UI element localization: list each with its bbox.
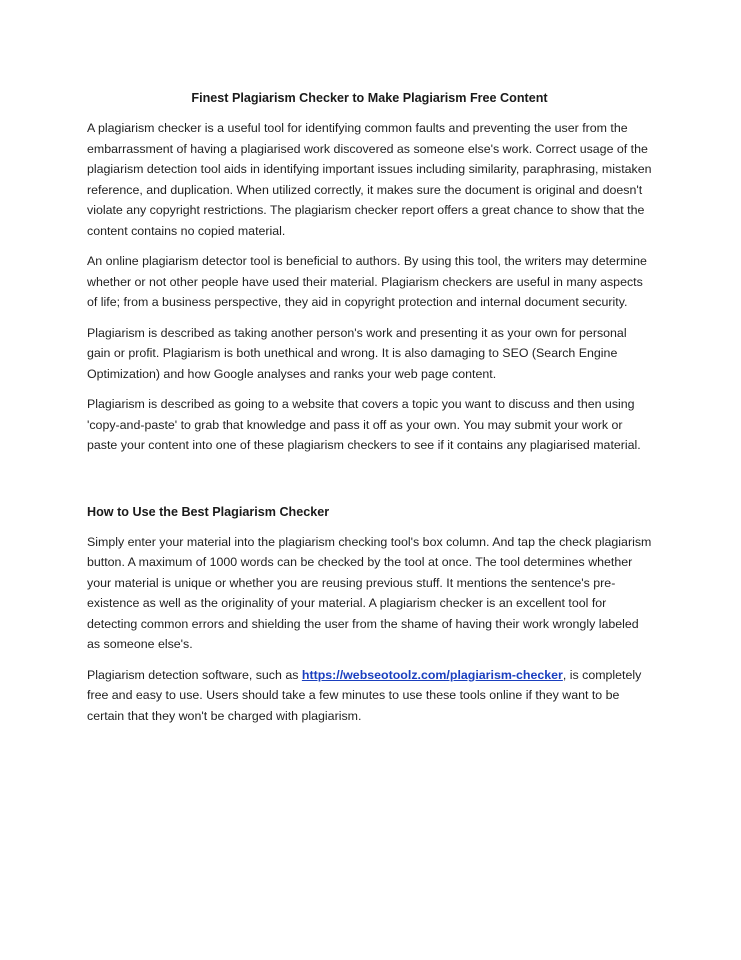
paragraph-software-link xyxy=(87,665,652,727)
paragraph-how-to-use: Simply enter your material into the plagiarism checking tool's box column. And tap the check plagiarism button. A maximum of 1000 words can be checked by the tool at once. The tool determines whether your material is unique or whether you are reusing previous stuff. It mentions the sentence's pre-existence as well as the originality of your material. A plagiarism checker is an excellent tool for detecting common errors and shielding the user from the shame of having their work wrongly labeled as someone else's. xyxy=(87,534,652,651)
section-heading-how-to-use: How to Use the Best Plagiarism Checker xyxy=(87,504,330,519)
plagiarism-checker-link[interactable]: https://webseotoolz.com/plagiarism-checker xyxy=(301,667,563,682)
paragraph-text-before-link: Plagiarism detection software, such as xyxy=(87,667,302,682)
paragraph-text-after-link: , is completely free and easy to use. Users should take a few minutes to use these tools online if they want to be certain that they won't be charged with plagiarism. xyxy=(87,667,642,723)
document-title: Finest Plagiarism Checker to Make Plagiarism Free Content xyxy=(191,91,548,105)
document-body xyxy=(87,88,652,736)
paragraph-online-detector: An online plagiarism detector tool is beneficial to authors. By using this tool, the writers may determine whether or not other people have used their material. Plagiarism checkers are useful in many aspects of life; from a business perspective, they aid in copyright protection and internal document security. xyxy=(87,254,647,309)
paragraph-copy-paste: Plagiarism is described as going to a website that covers a topic you want to discuss and then using 'copy-and-paste' to grab that knowledge and pass it off as your own. You may submit your work or paste your content into one of these plagiarism checkers to see if it contains any plagiarised material. xyxy=(87,397,641,452)
paragraph-plagiarism-definition: Plagiarism is described as taking another person's work and presenting it as your own for personal gain or profit. Plagiarism is both unethical and wrong. It is also damaging to SEO (Search Engine Optimization) and how Google analyses and ranks your web page content. xyxy=(87,325,627,381)
paragraph-intro: A plagiarism checker is a useful tool for identifying common faults and preventing the user from the embarrassment of having a plagiarised work discovered as someone else's work. Correct usage of the plagiarism detection tool aids in identifying important issues including similarity, paraphrasing, mistaken reference, and duplication. When utilized correctly, it makes sure the document is original and doesn't violate any copyright restrictions. The plagiarism checker report offers a great chance to show that the content contains no copied material. xyxy=(87,121,652,238)
